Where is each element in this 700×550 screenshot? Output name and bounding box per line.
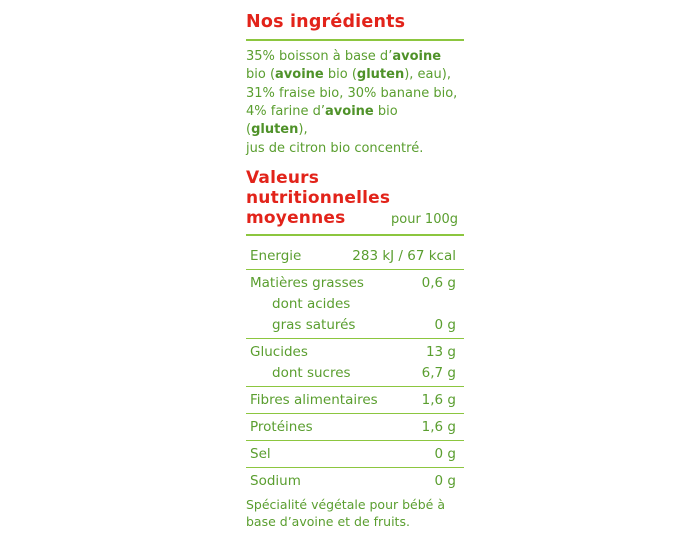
nutrition-row: [246, 365, 464, 386]
nutrition-row: [246, 440, 464, 467]
nutrition-row: [246, 296, 464, 317]
nutrition-row-value: 1,6 g: [421, 418, 456, 435]
nutrition-row-label: Energie: [250, 247, 302, 264]
nutrition-row-value: 0,6 g: [421, 274, 456, 291]
nutrition-row-label: dont sucres: [272, 364, 351, 381]
ingredients-line: [246, 140, 461, 158]
nutrition-row-label: gras saturés: [272, 316, 356, 333]
nutrition-panel: [241, 12, 466, 531]
ingredient-text: bio (: [323, 67, 357, 83]
nutrition-table: [241, 243, 464, 494]
product-footnote: [241, 496, 464, 531]
ingredients-divider: [246, 39, 464, 41]
ingredient-text: 31% fraise bio, 30% banane bio,: [246, 85, 458, 101]
nutrition-row-value: 0 g: [434, 316, 456, 333]
ingredient-text: 4% farine d’: [246, 104, 326, 119]
footnote-line2: base d’avoine et de fruits.: [246, 514, 410, 529]
nutrition-header: [241, 168, 466, 228]
nutrition-row-value: 0 g: [434, 445, 456, 462]
ingredients-line: [246, 48, 461, 66]
nutrition-row-value: 1,6 g: [421, 391, 456, 408]
nutrition-title-line1: Valeurs nutritionnelles: [246, 168, 391, 209]
nutrition-row: [246, 338, 464, 365]
nutrition-row-label: Sodium: [250, 472, 301, 489]
nutrition-row-label: Protéines: [250, 418, 313, 435]
nutrition-row: [246, 413, 464, 440]
nutrition-row-value: 13 g: [425, 343, 456, 360]
ingredient-text: jus de citron bio concentré.: [246, 140, 424, 156]
nutrition-title-line2: moyennes: [246, 208, 346, 229]
nutrition-divider: [246, 234, 464, 236]
ingredients-line: [246, 85, 461, 103]
allergen-text: gluten: [356, 67, 405, 83]
allergen-text: avoine: [392, 48, 442, 64]
allergen-text: avoine: [325, 104, 374, 119]
ingredient-text: bio (: [246, 104, 398, 138]
nutrition-row-label: Fibres alimentaires: [250, 391, 378, 408]
footnote-line1: Spécialité végétale pour bébé à: [246, 496, 445, 512]
ingredients-line: [246, 66, 461, 84]
nutrition-row: [246, 317, 464, 338]
ingredient-text: 35% boisson à base d’: [246, 48, 393, 64]
nutrition-row-label: Matières grasses: [250, 274, 364, 291]
nutrition-row: [246, 467, 464, 494]
nutrition-row-label: Glucides: [250, 343, 308, 360]
nutrition-row-value: 283 kJ / 67 kcal: [352, 247, 456, 264]
ingredients-title: Nos ingrédients: [246, 12, 406, 32]
ingredient-text: ),: [298, 122, 308, 138]
nutrition-row: [246, 269, 464, 296]
nutrition-row-value: 0 g: [434, 472, 456, 489]
ingredients-line: [246, 103, 461, 140]
ingredient-text: ), eau),: [404, 67, 451, 83]
nutrition-basis: pour 100g: [391, 211, 458, 227]
nutrition-row-label: dont acides: [272, 295, 351, 312]
nutrition-row-value: 6,7 g: [421, 364, 456, 381]
ingredients-text: [241, 48, 461, 159]
nutrition-row: [246, 243, 464, 269]
nutrition-row: [246, 386, 464, 413]
allergen-text: avoine: [275, 67, 324, 83]
ingredient-text: bio (: [246, 67, 276, 83]
nutrition-row-label: Sel: [250, 445, 271, 462]
allergen-text: gluten: [251, 122, 299, 138]
